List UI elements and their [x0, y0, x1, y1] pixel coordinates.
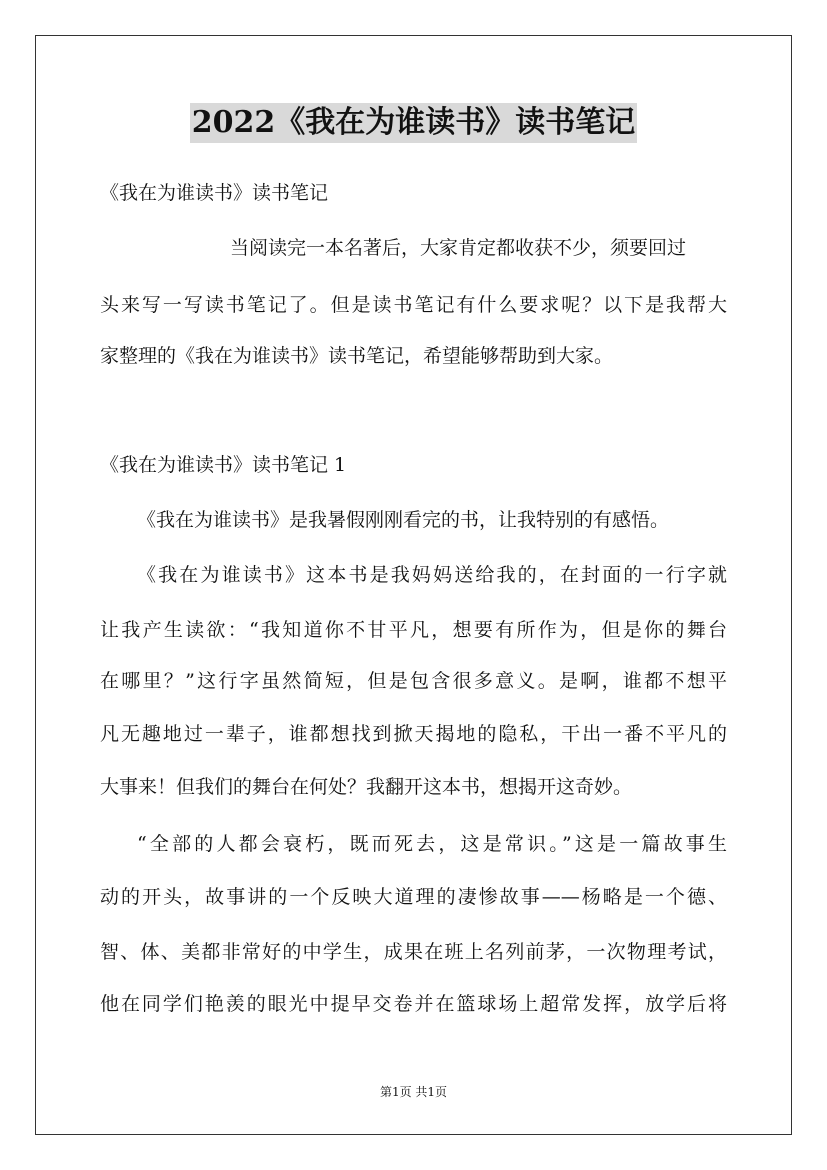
- body-line-9: 智、体、美都非常好的中学生，成果在班上名列前茅，一次物理考试，: [100, 941, 727, 963]
- document-title-wrapper: [0, 103, 827, 143]
- page-footer: 第1页 共1页: [379, 1085, 448, 1099]
- body-line-4: 在哪里？”这行字虽然简短，但是包含很多意义。是啊，谁都不想平: [100, 670, 727, 692]
- body-line-5: 凡无趣地过一辈子，谁都想找到掀天揭地的隐私，干出一番不平凡的: [100, 723, 727, 745]
- body-line-7: “全部的人都会衰朽，既而死去，这是常识。”这是一篇故事生: [137, 833, 727, 855]
- intro-line-2: 头来写一写读书笔记了。但是读书笔记有什么要求呢？以下是我帮大: [100, 294, 727, 316]
- body-line-6: 大事来！但我们的舞台在何处？我翻开这本书，想揭开这奇妙。: [100, 776, 633, 798]
- intro-line-1: 当阅读完一本名著后，大家肯定都收获不少，须要回过: [230, 237, 687, 259]
- section-heading: 《我在为谁读书》读书笔记 1: [100, 454, 347, 476]
- body-line-10: 他在同学们艳羡的眼光中提早交卷并在篮球场上超常发挥，放学后将: [100, 993, 727, 1015]
- body-line-3: 让我产生读欲：“我知道你不甘平凡，想要有所作为，但是你的舞台: [100, 619, 727, 641]
- body-line-8: 动的开头，故事讲的一个反映大道理的凄惨故事——杨略是一个德、: [100, 886, 727, 908]
- body-line-2: 《我在为谁读书》这本书是我妈妈送给我的，在封面的一行字就: [137, 564, 727, 586]
- document-title: 2022《我在为谁读书》读书笔记: [190, 103, 638, 143]
- subtitle: 《我在为谁读书》读书笔记: [100, 182, 329, 204]
- body-line-1: 《我在为谁读书》是我暑假刚刚看完的书，让我特别的有感悟。: [137, 509, 670, 531]
- intro-line-3: 家整理的《我在为谁读书》读书笔记，希望能够帮助到大家。: [100, 345, 614, 367]
